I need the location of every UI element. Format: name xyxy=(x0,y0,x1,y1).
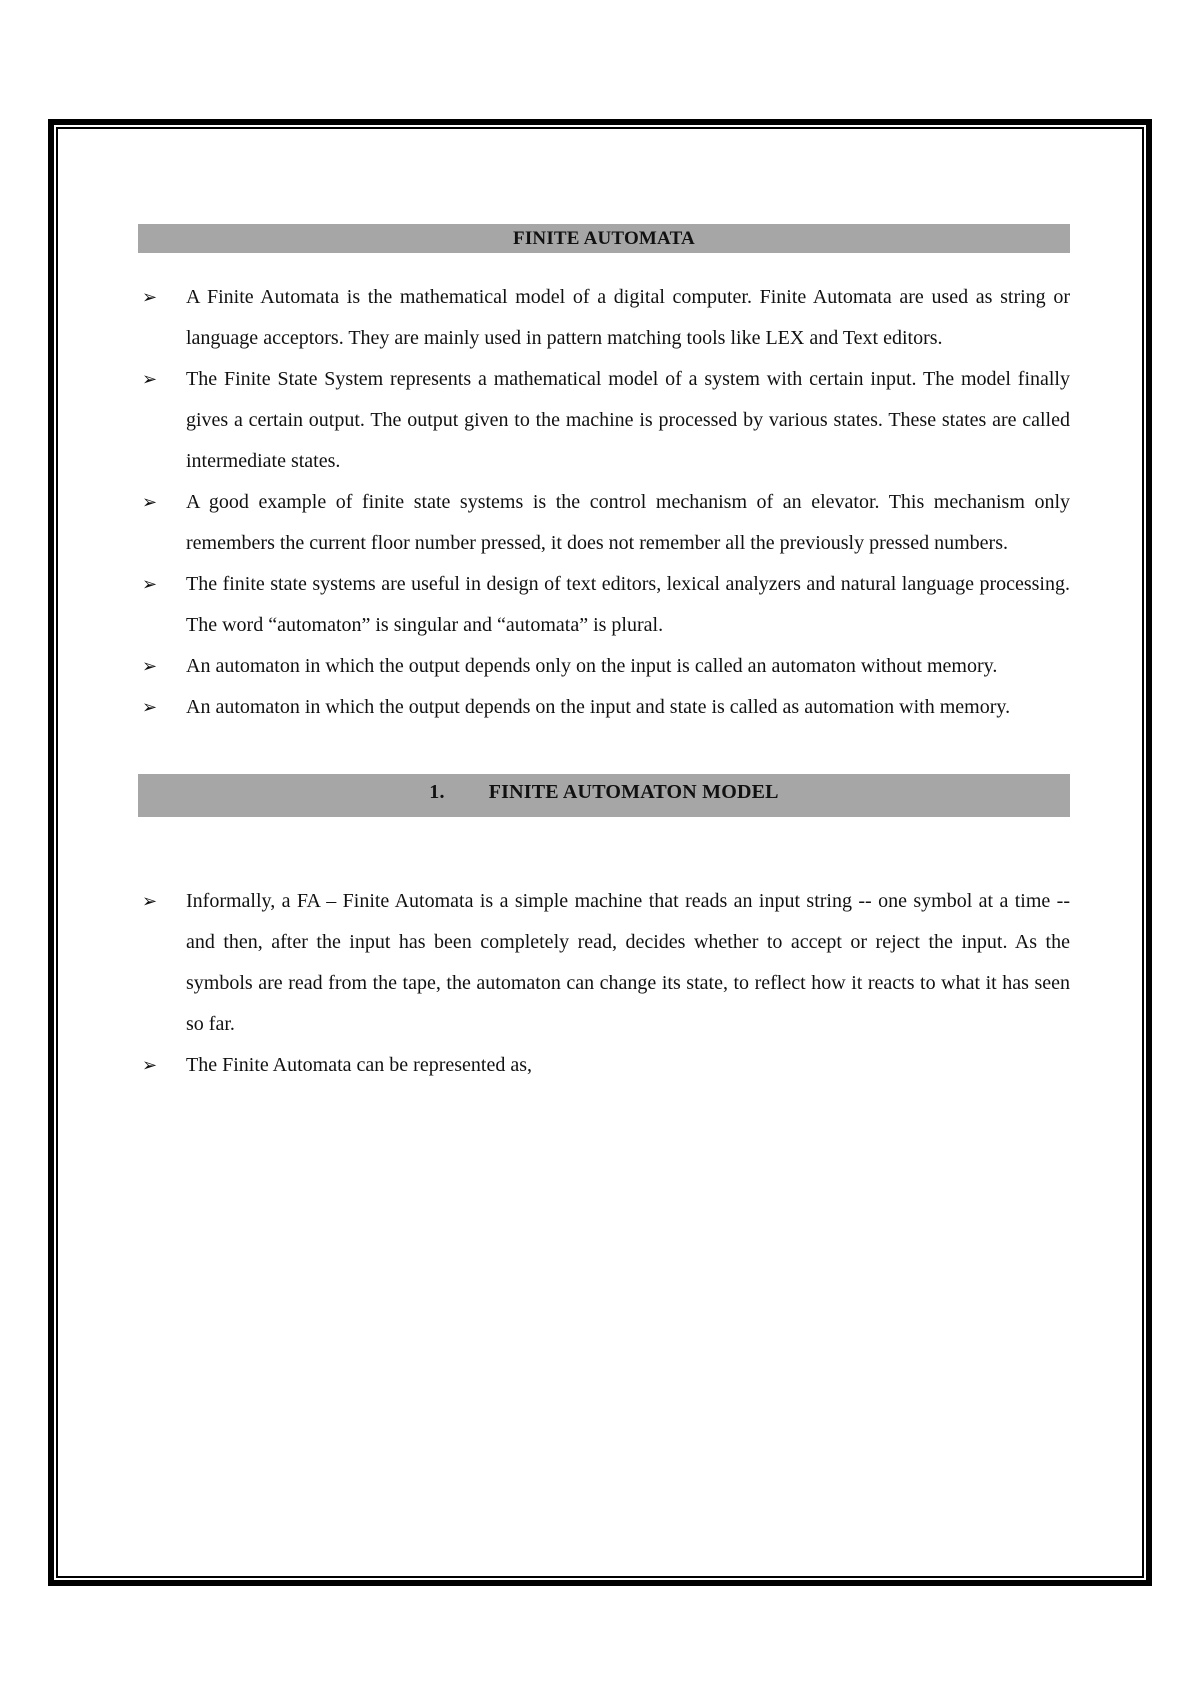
arrow-bullet-icon: ➢ xyxy=(142,1055,158,1076)
list-item: ➢ An automaton in which the output depends on the input and state is called as automation with memory. xyxy=(138,687,1070,728)
section-title: FINITE AUTOMATON MODEL xyxy=(488,781,779,803)
section-heading-finite-automata xyxy=(138,224,1070,253)
list-item: ➢ Informally, a FA – Finite Automata is a simple machine that reads an input string -- one symbol at a time -- and then, after the input has been completely read, decides whether to accept or reject the input. As the symbols are read from the tape, the automaton can change its state, to reflect how it reacts to what it has seen so far. xyxy=(138,881,1070,1045)
arrow-bullet-icon: ➢ xyxy=(142,891,158,912)
arrow-bullet-icon: ➢ xyxy=(142,287,158,308)
arrow-bullet-icon: ➢ xyxy=(142,574,158,595)
arrow-bullet-icon: ➢ xyxy=(142,492,158,513)
list-item: ➢ A good example of finite state systems is the control mechanism of an elevator. This mechanism only remembers the current floor number pressed, it does not remember all the previously pressed numbers. xyxy=(138,482,1070,564)
arrow-bullet-icon: ➢ xyxy=(142,369,158,390)
list-item: ➢ The finite state systems are useful in design of text editors, lexical analyzers and natural language processing. The word “automaton” is singular and “automata” is plural. xyxy=(138,564,1070,646)
document-body xyxy=(138,224,1070,1086)
arrow-bullet-icon: ➢ xyxy=(142,697,158,718)
list-item: ➢ An automaton in which the output depends only on the input is called an automaton without memory. xyxy=(138,646,1070,687)
section-title: FINITE AUTOMATA xyxy=(513,228,695,249)
list-item: ➢ A Finite Automata is the mathematical model of a digital computer. Finite Automata are used as string or language acceptors. They are mainly used in pattern matching tools like LEX and Text editors. xyxy=(138,277,1070,359)
bullet-list-section-1 xyxy=(138,277,1070,728)
bullet-list-section-2 xyxy=(138,881,1070,1086)
list-item: ➢ The Finite State System represents a mathematical model of a system with certain input. The model finally gives a certain output. The output given to the machine is processed by various states. These states are called intermediate states. xyxy=(138,359,1070,482)
section-number: 1. xyxy=(429,781,445,803)
list-item: ➢ The Finite Automata can be represented as, xyxy=(138,1045,1070,1086)
arrow-bullet-icon: ➢ xyxy=(142,656,158,677)
section-heading-finite-automaton-model xyxy=(138,774,1070,817)
